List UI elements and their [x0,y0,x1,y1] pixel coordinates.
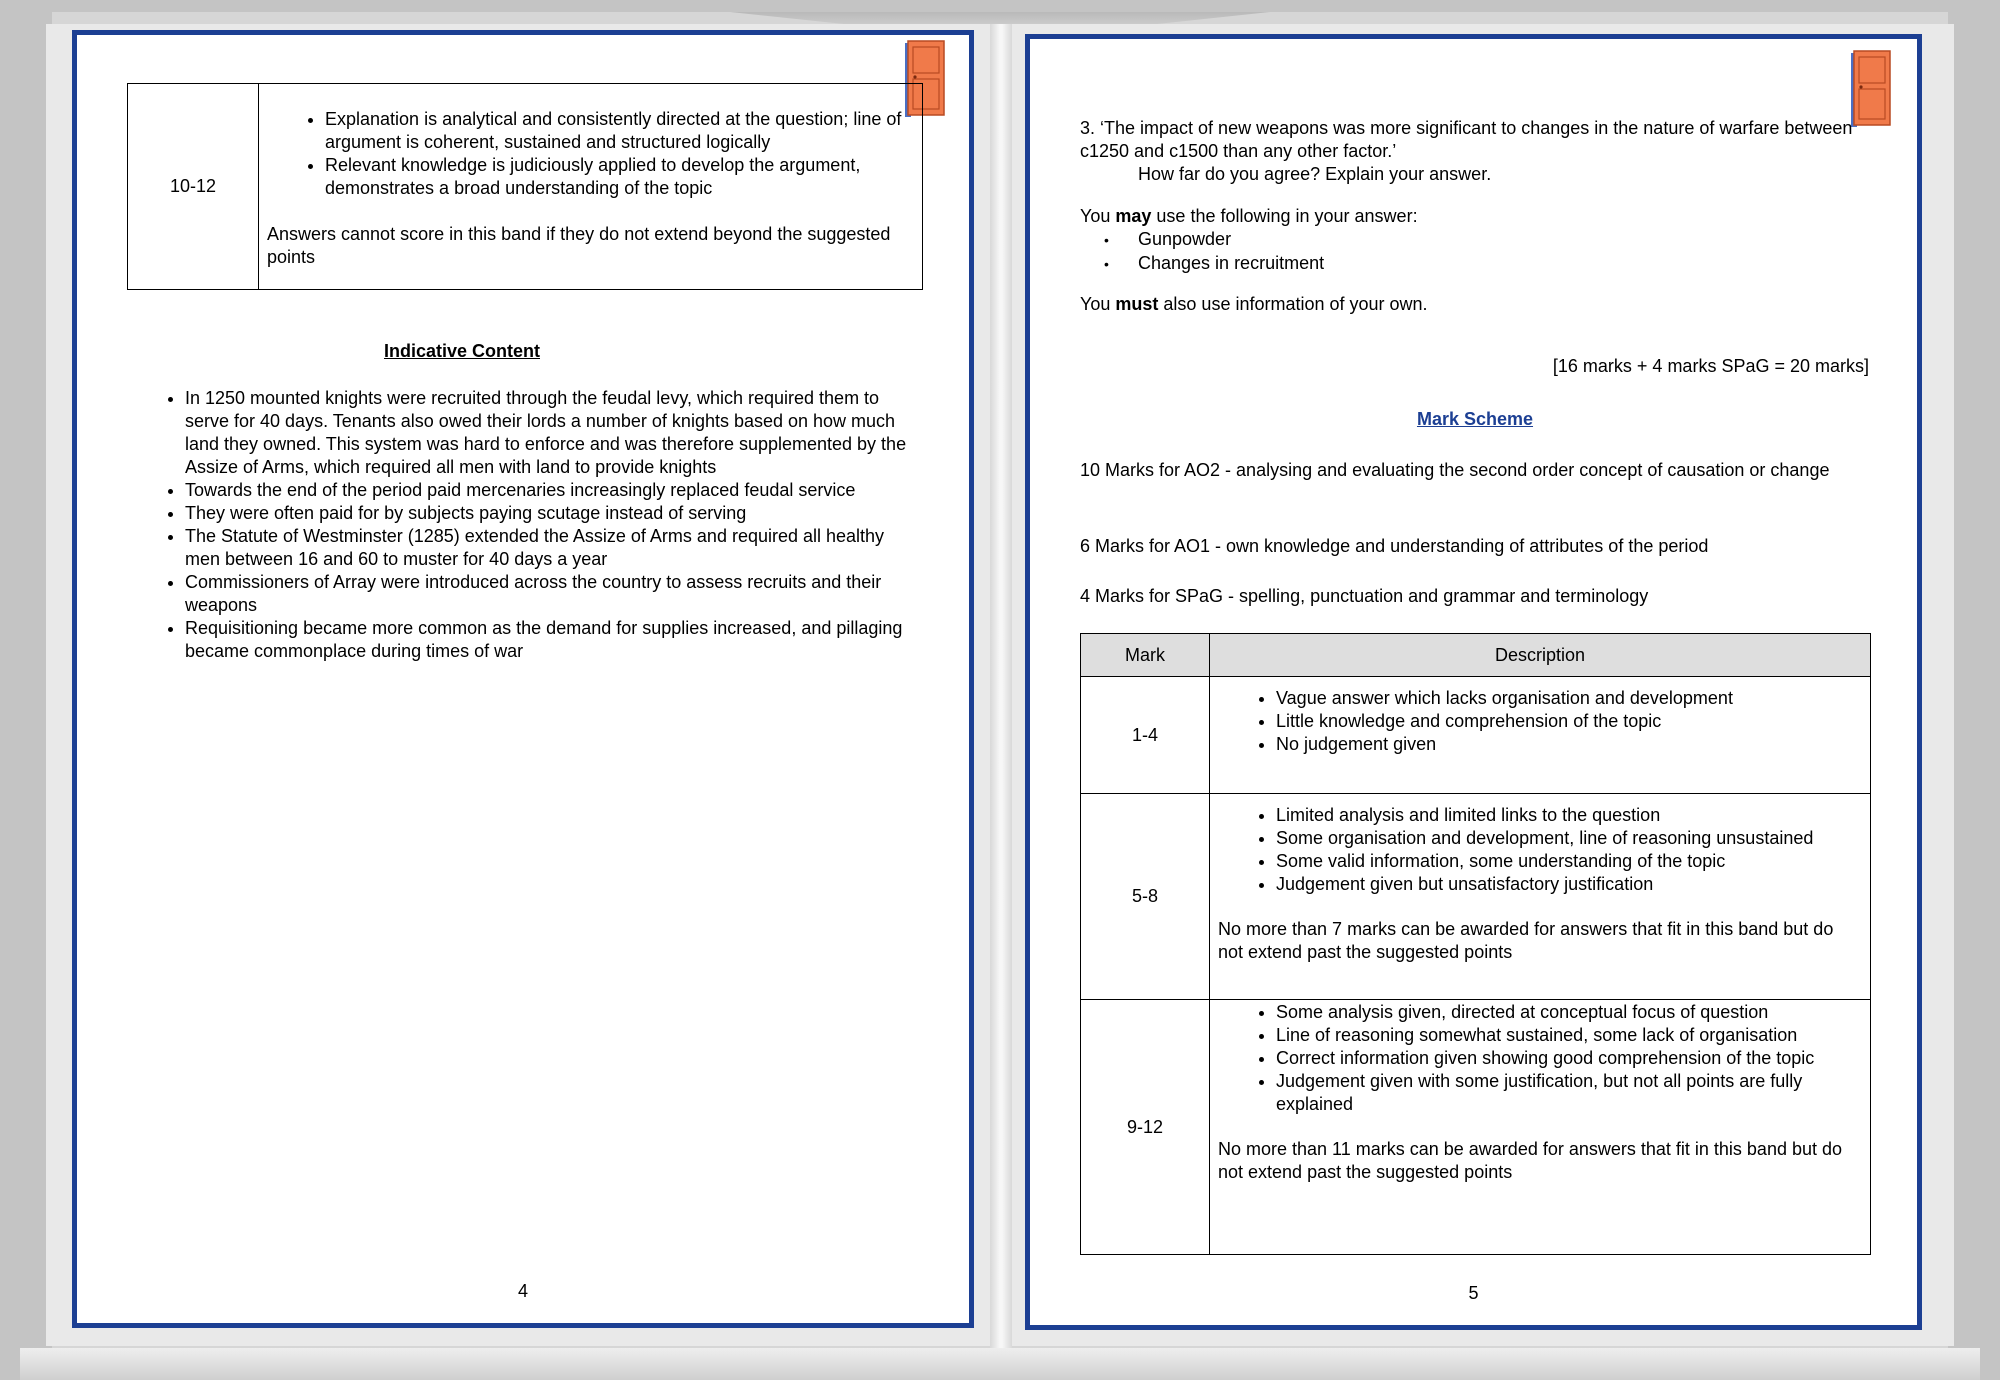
table-row [1081,1000,1871,1255]
list-item: • Judgement given with some justification, but not all points are fully explained [1276,1070,1860,1116]
list-item: • Limited analysis and limited links to the question [1276,804,1860,827]
row-description [1210,1000,1871,1255]
page-5 [1025,34,1922,1330]
question-text: 3. ‘The impact of new weapons was more significant to changes in the nature of warfare between c1250 and c1500 than any other factor.’ [1080,118,1853,161]
list-item: • They were often paid for by subjects paying scutage instead of serving [185,502,917,525]
indicative-content-list [127,387,917,663]
row-points [1218,804,1860,896]
page-4 [72,30,974,1328]
question-prompt: How far do you agree? Explain your answer. [1138,164,1492,184]
list-item: • Explanation is analytical and consistently directed at the question; line of argument is coherent, sustained and structured logically [325,108,912,154]
list-item: • Judgement given but unsatisfactory justification [1276,873,1860,896]
marks-total: [16 marks + 4 marks SPaG = 20 marks] [1552,356,1869,376]
band-mark: 10-12 [128,84,259,290]
list-item: • Correct information given showing good comprehension of the topic [1276,1047,1860,1070]
must-suffix: also use information of your own. [1158,294,1428,314]
source-item: Gunpowder [1138,229,1232,249]
row-mark: 9-12 [1081,1000,1210,1255]
list-item: • Some valid information, some understanding of the topic [1276,850,1860,873]
table-row [1081,677,1871,794]
may-use-block [1080,205,1870,276]
band-table [127,83,923,290]
page-number: 4 [517,1281,528,1301]
book-spine [990,24,1012,1350]
source-list [1080,228,1870,276]
band-description [259,84,923,290]
table-header-row [1081,634,1871,677]
list-item: • Little knowledge and comprehension of the topic [1276,710,1860,733]
list-item: • Relevant knowledge is judiciously applied to develop the argument, demonstrates a broad understanding of the topic [325,154,912,200]
list-item: • In 1250 mounted knights were recruited through the feudal levy, which required them to serve for 40 days. Tenants also owed their lords a number of knights based on how much land they owned. This system was hard to enforce and was therefore supplemented by the Assize of Arms, which required all men with land to provide knights [185,387,917,479]
column-header-mark: Mark [1081,634,1210,677]
mark-scheme-table [1080,633,1871,1255]
table-row [1081,794,1871,1000]
spag-line: 4 Marks for SPaG - spelling, punctuation and grammar and terminology [1080,586,1649,606]
may-prefix: You [1080,206,1116,226]
list-item: • Some analysis given, directed at conceptual focus of question [1276,1001,1860,1024]
row-points [1218,1001,1860,1116]
list-item: • Requisitioning became more common as the demand for supplies increased, and pillaging became commonplace during times of war [185,617,917,663]
row-description [1210,794,1871,1000]
may-use-line [1080,205,1870,228]
ao2-line: 10 Marks for AO2 - analysing and evaluating the second order concept of causation or change [1080,460,1830,480]
must-prefix: You [1080,294,1116,314]
must-word: must [1115,294,1159,314]
row-note: No more than 11 marks can be awarded for answers that fit in this band but do not extend past the suggested points [1218,1139,1843,1182]
row-note: No more than 7 marks can be awarded for answers that fit in this band but do not extend past the suggested points [1218,919,1834,962]
band-note: Answers cannot score in this band if they do not extend beyond the suggested points [267,224,891,267]
list-item: • No judgement given [1276,733,1860,756]
may-suffix: use the following in your answer: [1151,206,1418,226]
list-item: • Commissioners of Array were introduced across the country to assess recruits and their weapons [185,571,917,617]
list-item [1104,252,1870,276]
list-item: • Vague answer which lacks organisation and development [1276,687,1860,710]
source-item: Changes in recruitment [1138,253,1325,273]
row-description [1210,677,1871,794]
row-points [1218,687,1860,756]
list-item [1104,228,1870,252]
page-number: 5 [1468,1283,1479,1303]
band-points [267,108,912,200]
list-item: • The Statute of Westminster (1285) extended the Assize of Arms and required all healthy men between 16 and 60 to muster for 40 days a year [185,525,917,571]
column-header-description: Description [1210,634,1871,677]
ao1-line: 6 Marks for AO1 - own knowledge and understanding of attributes of the period [1080,536,1709,556]
mark-scheme-title: Mark Scheme [1416,409,1534,429]
row-mark: 1-4 [1081,677,1210,794]
list-item: • Some organisation and development, line of reasoning unsustained [1276,827,1860,850]
list-item: • Line of reasoning somewhat sustained, some lack of organisation [1276,1024,1860,1047]
book-bottom-edge [20,1348,1980,1380]
may-word: may [1115,206,1152,226]
question-block [1080,117,1870,186]
row-mark: 5-8 [1081,794,1210,1000]
list-item: • Towards the end of the period paid mercenaries increasingly replaced feudal service [185,479,917,502]
must-use-line [1080,293,1870,316]
table-row [128,84,923,290]
indicative-content-title: Indicative Content [383,341,540,361]
